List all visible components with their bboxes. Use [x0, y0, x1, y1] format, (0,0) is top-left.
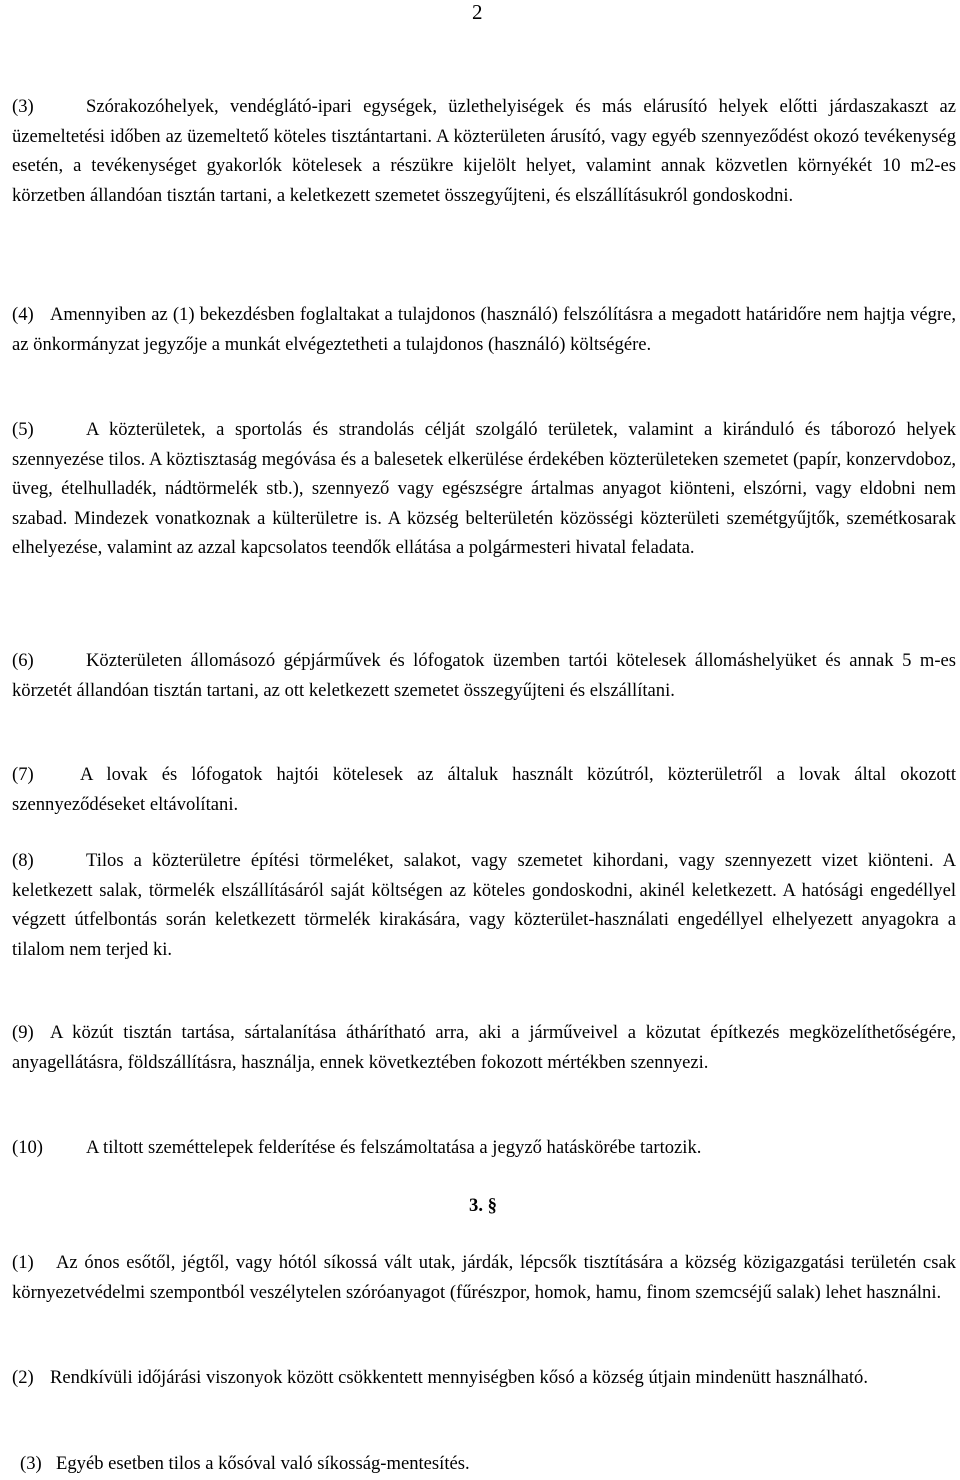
paragraph-4	[12, 300, 956, 359]
paragraph-number: (8)	[12, 850, 34, 871]
paragraph-7	[12, 760, 956, 819]
section-paragraph-2	[12, 1363, 956, 1393]
paragraph-text: Szórakozóhelyek, vendéglátó-ipari egységek, üzlethelyiségek és más elárusító helyek előtti járdaszakaszt az üzemeltetési időben az üzemeltető köteles tisztántartani. A közterületen árusító, vagy egyéb szennyeződést okozó tevékenység esetén, a tevékenységet gyakorlók kötelesek a részükre kijelölt helyet, valamint annak közvetlen környékét 10 m2-es körzetben állandóan tisztán tartani, a keletkezett szemetet összegyűjteni, és elszállításukról gondoskodni.	[12, 96, 956, 206]
paragraph-number: (3)	[12, 96, 34, 117]
paragraph-10	[12, 1133, 956, 1163]
paragraph-text: Egyéb esetben tilos a kősóval való síkosság-mentesítés.	[56, 1453, 470, 1474]
paragraph-number: (1)	[12, 1252, 34, 1273]
paragraph-text: Amennyiben az (1) bekezdésben foglaltakat a tulajdonos (használó) felszólításra a megadott határidőre nem hajtja végre, az önkormányzat jegyzője a munkát elvégeztetheti a tulajdonos (használó) költségére.	[12, 304, 956, 355]
paragraph-number: (7)	[12, 764, 34, 785]
paragraph-text: Tilos a közterületre építési törmeléket, salakot, vagy szemetet kihordani, vagy szennyezett vizet kiönteni. A keletkezett salak, törmelék elszállításáról saját költségen az köteles gondoskodni, akinél keletkezett. A hatósági engedéllyel végzett útfelbontás során keletkezett törmelék kirakására, vagy közterület-használati engedéllyel elhelyezett anyagokra a tilalom nem terjed ki.	[12, 850, 956, 960]
paragraph-text: Rendkívüli időjárási viszonyok között csökkentett mennyiségben kősó a község útjain mindenütt használható.	[50, 1367, 868, 1388]
section-heading: 3. §	[469, 1195, 497, 1216]
paragraph-number: (5)	[12, 419, 34, 440]
paragraph-text: Közterületen állomásozó gépjárművek és lófogatok üzemben tartói kötelesek állomáshelyüket és annak 5 m-es körzetét állandóan tisztán tartani, az ott keletkezett szemetet összegyűjteni és elszállítani.	[12, 650, 956, 701]
paragraph-9	[12, 1018, 956, 1077]
paragraph-text: A tiltott szeméttelepek felderítése és felszámoltatása a jegyző hatáskörébe tartozik.	[86, 1137, 702, 1158]
paragraph-text: A közút tisztán tartása, sártalanítása áthárítható arra, aki a járműveivel a közutat építkezés megközelíthetőségére, anyagellátásra, földszállításra, használja, ennek következtében fokozott mértékben szennyezi.	[12, 1022, 956, 1073]
paragraph-6	[12, 646, 956, 705]
paragraph-number: (3)	[20, 1453, 42, 1474]
paragraph-5	[12, 415, 956, 563]
paragraph-number: (2)	[12, 1367, 34, 1388]
paragraph-number: (9)	[12, 1022, 34, 1043]
page-number: 2	[472, 0, 483, 24]
paragraph-number: (6)	[12, 650, 34, 671]
paragraph-number: (4)	[12, 304, 34, 325]
paragraph-number: (10)	[12, 1137, 43, 1158]
paragraph-text: A lovak és lófogatok hajtói kötelesek az általuk használt közútról, közterületről a lovak által okozott szennyeződéseket eltávolítani.	[12, 764, 956, 815]
paragraph-8	[12, 846, 956, 964]
paragraph-text: A közterületek, a sportolás és strandolás célját szolgáló területek, valamint a kiránduló és táborozó helyek szennyezése tilos. A köztisztaság megóvása és a balesetek elkerülése érdekében közterületeken szemetet (papír, konzervdoboz, üveg, ételhulladék, nádtörmelék stb.), szennyező vagy egészségre ártalmas anyagot kiönteni, elszórni, vagy eldobni nem szabad. Mindezek vonatkoznak a külterületre is. A község belterületén közösségi közterületi szemétgyűjtők, szemétkosarak elhelyezése, valamint az azzal kapcsolatos teendők ellátása a polgármesteri hivatal feladata.	[12, 419, 956, 559]
section-paragraph-3	[20, 1449, 960, 1479]
paragraph-text: Az ónos esőtől, jégtől, vagy hótól síkossá vált utak, járdák, lépcsők tisztítására a község közigazgatási területén csak környezetvédelmi szempontból veszélytelen szóróanyagot (fűrészpor, homok, hamu, finom szemcséjű salak) lehet használni.	[12, 1252, 956, 1303]
section-paragraph-1	[12, 1248, 956, 1307]
paragraph-3	[12, 92, 956, 210]
